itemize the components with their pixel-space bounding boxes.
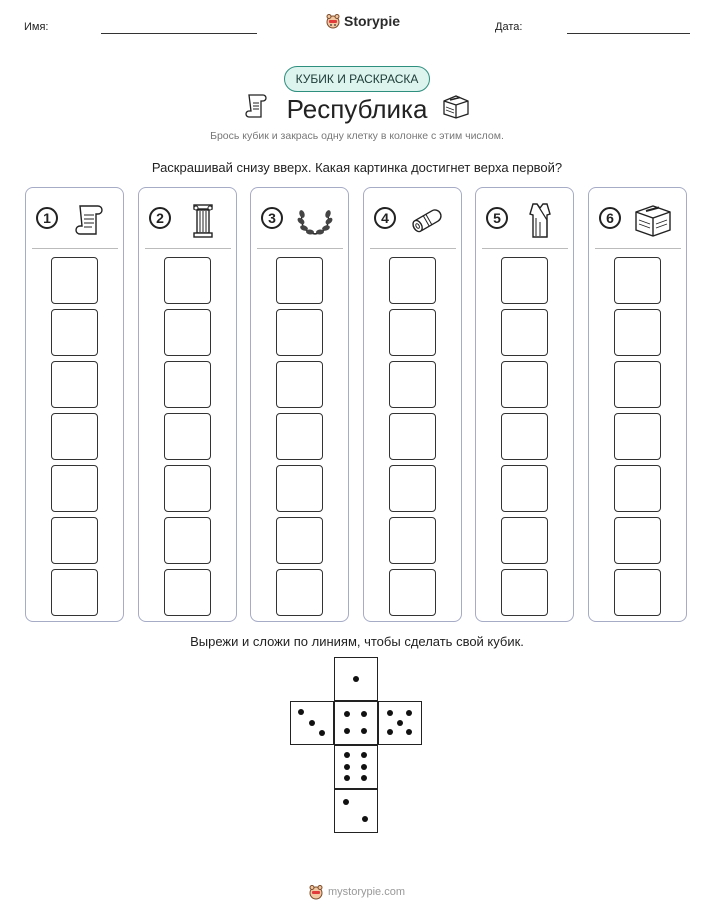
color-cell[interactable] (164, 517, 211, 564)
color-cell[interactable] (501, 413, 548, 460)
color-cell[interactable] (614, 465, 661, 512)
dice-pip (361, 711, 367, 717)
rolled-scroll-icon (408, 200, 448, 240)
column-2 (138, 187, 237, 622)
color-cell[interactable] (276, 309, 323, 356)
color-cell[interactable] (276, 257, 323, 304)
color-cell[interactable] (614, 257, 661, 304)
ballot-box-icon (633, 200, 673, 240)
page-title: Республика (286, 94, 428, 124)
column-number: 1 (36, 207, 58, 229)
brand-logo (325, 13, 400, 29)
column-divider (145, 248, 231, 249)
color-cell[interactable] (389, 413, 436, 460)
dice-pip (319, 730, 325, 736)
name-label: Имя: (24, 21, 49, 33)
column-3 (250, 187, 349, 622)
date-line[interactable] (567, 33, 690, 34)
dice-pip (344, 752, 350, 758)
scroll-icon (70, 200, 110, 240)
dice-face-3 (290, 701, 334, 745)
color-cell[interactable] (51, 465, 98, 512)
dice-pip (344, 775, 350, 781)
dice-pip (397, 720, 403, 726)
dice-pip (406, 710, 412, 716)
ballot-box-icon (441, 93, 471, 119)
color-cell[interactable] (164, 257, 211, 304)
column-divider (370, 248, 456, 249)
color-cell[interactable] (51, 257, 98, 304)
color-cell[interactable] (51, 517, 98, 564)
dice-face-5 (378, 701, 422, 745)
dice-face-2 (334, 789, 378, 833)
column-divider (32, 248, 118, 249)
dice-pip (353, 676, 359, 682)
column-divider (482, 248, 568, 249)
color-cell[interactable] (501, 309, 548, 356)
color-cell[interactable] (276, 517, 323, 564)
dice-pip (361, 764, 367, 770)
color-cell[interactable] (501, 465, 548, 512)
dice-pip (298, 709, 304, 715)
column-number: 3 (261, 207, 283, 229)
color-cell[interactable] (389, 309, 436, 356)
footer-url: mystorypie.com (328, 886, 406, 898)
color-cell[interactable] (389, 257, 436, 304)
dice-face-4 (334, 701, 378, 745)
column-4 (363, 187, 462, 622)
dice-pip (361, 752, 367, 758)
color-cell[interactable] (501, 361, 548, 408)
color-cell[interactable] (614, 517, 661, 564)
dice-pip (387, 710, 393, 716)
color-cell[interactable] (276, 361, 323, 408)
color-cell[interactable] (389, 517, 436, 564)
column-6 (588, 187, 687, 622)
column-5 (475, 187, 574, 622)
date-label: Дата: (495, 21, 523, 33)
color-cell[interactable] (276, 413, 323, 460)
color-cell[interactable] (164, 361, 211, 408)
instructions-prompt: Раскрашивай снизу вверх. Какая картинка достигнет верха первой? (151, 160, 563, 175)
storypie-mascot-icon (325, 13, 341, 29)
color-cell[interactable] (276, 465, 323, 512)
dice-pip (406, 729, 412, 735)
dice-pip (387, 729, 393, 735)
color-cell[interactable] (614, 361, 661, 408)
footer (308, 884, 405, 900)
dice-pip (343, 799, 349, 805)
color-cell[interactable] (51, 413, 98, 460)
color-cell[interactable] (389, 361, 436, 408)
dice-pip (344, 764, 350, 770)
color-cell[interactable] (164, 413, 211, 460)
column-number: 6 (599, 207, 621, 229)
color-cell[interactable] (501, 517, 548, 564)
color-cell[interactable] (389, 569, 436, 616)
column-number: 2 (149, 207, 171, 229)
activity-badge: КУБИК И РАСКРАСКА (284, 66, 430, 92)
dice-face-6 (334, 745, 378, 789)
color-cell[interactable] (164, 309, 211, 356)
dice-pip (362, 816, 368, 822)
dice-pip (361, 728, 367, 734)
color-cell[interactable] (389, 465, 436, 512)
color-cell[interactable] (276, 569, 323, 616)
storypie-mascot-icon (308, 884, 324, 900)
color-cell[interactable] (164, 465, 211, 512)
column-1 (25, 187, 124, 622)
dice-pip (344, 711, 350, 717)
laurel-wreath-icon (295, 200, 335, 240)
color-cell[interactable] (614, 309, 661, 356)
color-cell[interactable] (51, 361, 98, 408)
color-cell[interactable] (51, 569, 98, 616)
instructions-subtitle: Брось кубик и закрась одну клетку в колонке с этим числом. (210, 130, 504, 142)
color-cell[interactable] (164, 569, 211, 616)
color-cell[interactable] (501, 257, 548, 304)
color-cell[interactable] (501, 569, 548, 616)
dice-face-1 (334, 657, 378, 701)
dice-pip (361, 775, 367, 781)
column-divider (595, 248, 681, 249)
column-divider (257, 248, 343, 249)
column-number: 4 (374, 207, 396, 229)
brand-name: Storypie (344, 13, 401, 29)
dice-pip (344, 728, 350, 734)
color-cell[interactable] (614, 569, 661, 616)
color-cell[interactable] (614, 413, 661, 460)
color-cell[interactable] (51, 309, 98, 356)
cut-instruction: Вырежи и сложи по линиям, чтобы сделать свой кубик. (190, 634, 524, 649)
dice-pip (309, 720, 315, 726)
column-number: 5 (486, 207, 508, 229)
toga-icon (520, 200, 560, 240)
column-icon (183, 200, 223, 240)
name-line[interactable] (101, 33, 257, 34)
